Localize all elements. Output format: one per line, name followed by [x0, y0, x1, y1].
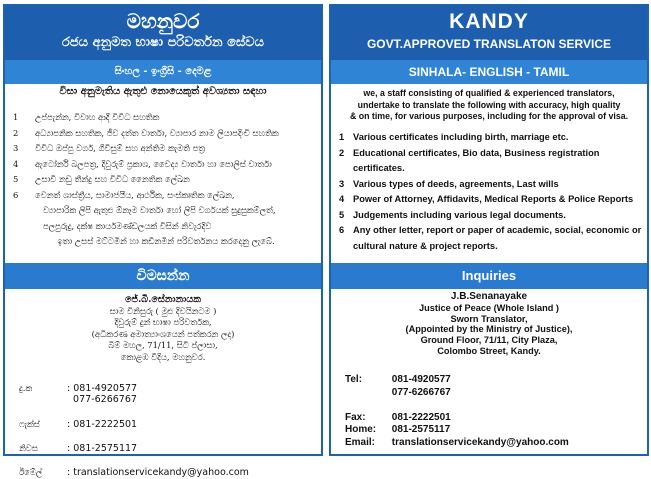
sinhala-intro: විසා අනුමැතිය ඇතුළු නොයෙකුත් අවශ්‍යතා සඳහා [59, 86, 267, 97]
contact-line: (Appointed by the Ministry of Justice), [405, 324, 573, 335]
phone-row: Home: 081-2575117 [345, 424, 451, 435]
email-link[interactable]: translationservicekandy@yahoo.com [391, 436, 569, 448]
list-item-continuation: ව්‍යාපාරික ලිපි ඇතුළු ඕනෑම වාර්තා හෝ ලිපි වර්ගයක් සුදුසුකම්ලත්, [43, 205, 276, 215]
contact-line: බිම් මහල, 71/11, සිටි ප්ලාසා, [108, 340, 218, 350]
phone-row: නිවස : 081-2575117 [19, 443, 138, 454]
english-languages-band [331, 60, 647, 84]
phone-number[interactable]: 077-6266767 [73, 394, 137, 405]
sinhala-services-list [13, 110, 319, 250]
email-link[interactable]: translationservicekandy@yahoo.com [73, 467, 249, 478]
english-services-list [339, 130, 647, 254]
phone-row: Email: translationservicekandy@yahoo.com [345, 436, 569, 448]
phone-row [19, 394, 249, 406]
phone-row [345, 387, 569, 400]
list-item: 5 Judgements including various legal documents. [339, 209, 566, 220]
contact-line: Ground Floor, 71/11, City Plaza, [420, 335, 558, 346]
list-item: 2 අධ්‍යාපනික සහතික, ජීව දත්ත වාර්තා, ව්‍යාපාර නාම ලියාපදිංචි සහතික [13, 127, 279, 138]
sinhala-languages-band [5, 60, 321, 84]
list-item: 2 Educational certificates, Bio data, Business registration certificates. [339, 147, 600, 173]
phone-number[interactable]: 081-4920577 [391, 374, 451, 385]
list-item: 6 වෙනත් ශාස්ත්‍රීය, සාමාජයීය, ආර්ථික, සංස්කෘතික ලේඛන, [13, 189, 235, 200]
english-title: KANDY [449, 10, 529, 33]
sinhala-phone-list [19, 382, 249, 478]
list-item-continuation: පලපුරුදු, දක්ෂ කාර්යමණ්ඩලයක් විසින් නිවැරදිව [43, 220, 212, 231]
english-panel [329, 4, 649, 456]
contact-line: Justice of Peace (Whole Island ) [419, 302, 559, 313]
list-item: 6 Any other letter, report or paper of academic, social, economic or cultural nature & project reports. [339, 225, 642, 251]
phone-row: ෆැක්ස් : 081-2222501 [19, 419, 138, 430]
sinhala-panel [3, 4, 323, 478]
sinhala-inquiries-band [5, 263, 321, 289]
list-item: 1 උප්පැන්න, විවාහ ආදී විවිධ සහතික [13, 112, 160, 122]
home-number[interactable]: 081-2575117 [391, 424, 451, 435]
sinhala-header-band [5, 6, 321, 60]
list-item: 4 ඇටෝර්නි බලපත්‍ර, දිවුරුම් ප්‍රකාශ, වෛද්‍ය වාර්තා හා පොලිස් වාර්තා [13, 158, 272, 169]
english-intro: we, a staff consisting of qualified & experienced translators, undertake to translate the following with accuracy, high quality & on time, for various purposes, including for the approval of visa. [349, 88, 629, 121]
contact-line: සාම විනිසුරු ( මුළු දිවයිනටම ) [109, 305, 217, 316]
home-number[interactable]: 081-2575117 [73, 443, 138, 454]
english-inquiries-band [331, 263, 647, 289]
phone-number[interactable]: 077-6266767 [391, 386, 451, 398]
fax-number[interactable]: 081-2222501 [73, 419, 138, 430]
phone-row: Tel: 081-4920577 [345, 374, 451, 385]
phone-number[interactable]: 081-4920577 [73, 383, 138, 394]
list-item: 1 Various certificates including birth, marriage etc. [339, 132, 569, 142]
sinhala-subtitle: රජය අනුමත භාෂා පරිවර්තන සේවය [61, 35, 264, 50]
list-closing-line: ඉතා උසස් මට්ටමින් හා කඩිනමින් පරිවර්තනය කරදෙනු ලැබේ. [57, 236, 275, 246]
english-languages: SINHALA- ENGLISH - TAMIL [408, 65, 570, 79]
phone-row: Fax: 081-2222501 [345, 411, 451, 423]
sinhala-inquiries-heading: විමසන්න [136, 268, 190, 284]
english-subtitle: GOVT.APPROVED TRANSLATON SERVICE [366, 37, 612, 51]
sinhala-contact-block [5, 294, 321, 363]
sinhala-languages: සිංහල - ඉංග්‍රීසි - දෙමළ [114, 66, 212, 77]
contact-name: J.B.Senanayake [450, 291, 528, 302]
sinhala-title: මහනුවර [126, 9, 200, 33]
list-item: 4 Power of Attorney, Affidavits, Medical Reports & Police Reports [339, 194, 634, 204]
list-item: 5 උසාවි නඩු තීන්දු සහ විවිධ නෛතික ලේඛන [13, 174, 190, 184]
contact-line: Colombo Street, Kandy. [437, 345, 541, 356]
contact-line: (අධිකරණ අමාත්‍යාංශයෙන් පත්කරන ලද) [91, 328, 235, 339]
contact-line: කොළඹ වීදිය, මහනුවර. [120, 351, 206, 362]
english-inquiries-heading: Inquiries [461, 268, 517, 283]
english-phone-list [345, 374, 569, 449]
phone-row: ඊමේල් : translationservicekandy@yahoo.com [19, 467, 249, 478]
list-item: 3 විවිධ ඔප්පු වර්ග, ගිවිසුම් සහ අන්තිම කැමති පත්‍ර [13, 143, 206, 153]
contact-line: දිවුරුම් දුන් භාෂා පරිවර්තක, [114, 317, 212, 327]
contact-name: ජේ.බී.සේනානායක [125, 294, 201, 305]
english-contact-block [331, 292, 647, 357]
english-header-band [331, 6, 647, 60]
list-item: 3 Various types of deeds, agreements, Last wills [339, 178, 559, 189]
phone-row: දු.ක : 081-4920577 [19, 383, 138, 394]
fax-number[interactable]: 081-2222501 [391, 411, 451, 423]
contact-line: Sworn Translator, [450, 313, 528, 324]
